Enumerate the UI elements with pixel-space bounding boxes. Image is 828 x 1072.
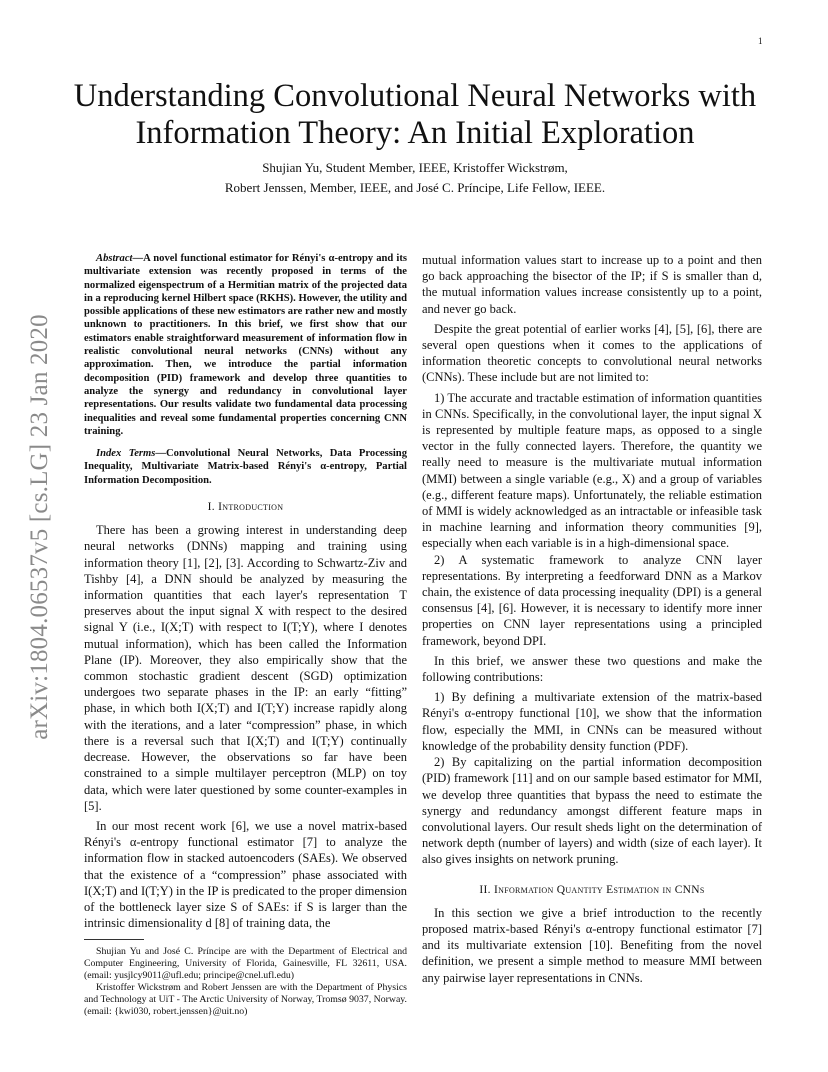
left-column	[84, 252, 407, 1018]
abstract-label: Abstract	[96, 253, 133, 264]
page-number: 1	[758, 36, 763, 46]
arxiv-stamp	[20, 292, 60, 762]
footnote-affiliation-2: Kristoffer Wickstrøm and Robert Jenssen are with the Department of Physics and Technology at UiT - The Arctic University of Norway, Tromsø 9037, Norway. (email: {kwi030, robert.jenssen}@uit.no)	[84, 982, 407, 1018]
paper-title	[60, 78, 770, 152]
authors-line-2: Robert Jenssen, Member, IEEE, and José C. Príncipe, Life Fellow, IEEE.	[224, 180, 606, 195]
index-terms	[84, 447, 407, 487]
abstract	[84, 252, 407, 438]
index-terms-text: —Convolutional Neural Networks, Data Processing Inequality, Multivariate Matrix-based Rényi's α-entropy, Partial Information Decomposition.	[84, 448, 407, 486]
section2-paragraph-1: In this section we give a brief introduction to the recently proposed matrix-based Rényi's α-entropy functional estimator [7] and its multivariate extension [10]. Benefiting from the novel definition, we present a simple method to measure MMI between any pairwise layer representations in CNNs.	[422, 905, 762, 985]
title-line-1: Understanding Convolutional Neural Networks with	[73, 78, 757, 114]
right-paragraph-1: mutual information values start to increase up to a point and then go back approaching the bisector of the IP; if S is smaller than d, the mutual information values increase consistently up to a point, and never go back.	[422, 253, 762, 316]
footnote-affiliation-1: Shujian Yu and José C. Príncipe are with the Department of Electrical and Computer Engineering, University of Florida, Gainesville, FL 32611, USA. (email: yusjlcy9011@ufl.edu; principe@cnel.ufl.edu)	[84, 946, 407, 982]
open-question-2: 2) A systematic framework to analyze CNN layer representations. By interpreting a feedforward DNN as a Markov chain, the existence of data processing inequality (DPI) is a general consensus [4], [6]. However, it is necessary to identify more inner properties on CNN layer representations using a principled framework, beyond DPI.	[422, 552, 762, 648]
author-list	[60, 158, 770, 198]
abstract-text: —A novel functional estimator for Rényi's α-entropy and its multivariate extension was recently proposed in terms of the normalized eigenspectrum of a Hermitian matrix of the projected data in a reproducing kernel Hilbert space (RKHS). However, the utility and possible applications of these new estimators are rather new and mostly unknown to practitioners. In this brief, we first show that our estimators enable straightforward measurement of information flow in realistic convolutional neural networks (CNNs) without any approximation. Then, we introduce the partial information decomposition (PID) framework and develop three quantities to analyze the synergy and redundancy in convolutional layer representations. Our results validate two fundamental data processing inequalities and reveal some fundamental properties concerning CNN training.	[84, 253, 407, 437]
authors-line-1: Shujian Yu, Student Member, IEEE, Kristoffer Wickstrøm,	[262, 160, 568, 175]
contribution-2: 2) By capitalizing on the partial information decomposition (PID) framework [11] and on our sample based estimator for MMI, we develop three quantities that bypass the need to estimate the synergy and redundancy amongst different feature maps in convolutional layers. Our result sheds light on the determination of network depth (number of layers) and width (size of each layer). It also gives insights on network pruning.	[422, 755, 762, 867]
intro-paragraph-2: In our most recent work [6], we use a novel matrix-based Rényi's α-entropy functional estimator [7] to analyze the information flow in stacked autoencoders (SAEs). We observed that the existence of a “compression” phase associated with I(X;T) and I(T;Y) in the IP is predicated to the proper dimension of the bottleneck layer size S of SAEs: if S is larger than the intrinsic dimensionality d [8] of training data, the	[84, 818, 407, 931]
intro-paragraph-1: There has been a growing interest in understanding deep neural networks (DNNs) mapping and training using information theory [1], [2], [3]. According to Schwartz-Ziv and Tishby [4], a DNN should be analyzed by measuring the information quantities that each layer's representation T preserves about the input signal X with respect to the desired signal Y (i.e., I(X;T) with respect to I(T;Y), where I denotes mutual information), which has been called the Information Plane (IP). Moreover, they also empirically show that the common stochastic gradient descent (SGD) optimization undergoes two separate phases in the IP: an early “fitting” phase, in which both I(X;T) and I(T;Y) increase rapidly along with the iterations, and a later “compression” phase, in which there is a reversal such that I(X;T) and I(T;Y) continually decrease. However, the observations so far have been constrained to a simple multilayer perceptron (MLP) on toy data, which were later questioned by some counter-examples in [5].	[84, 523, 407, 813]
right-paragraph-contributions: In this brief, we answer these two questions and make the following contributions:	[422, 653, 762, 685]
open-question-1: 1) The accurate and tractable estimation of information quantities in CNNs. Specifically, in the convolutional layer, the input signal X is represented by multiple feature maps, as opposed to a single vector in the fully connected layers. Therefore, the quantity we really need to measure is the multivariate mutual information (MMI) between a single variable (e.g., X) and a group of variables (e.g., different feature maps). Unfortunately, the reliable estimation of MMI is widely acknowledged as an intractable or infeasible task in machine learning and information theory communities [9], especially when each variable is in a high-dimensional space.	[422, 390, 762, 551]
index-terms-label: Index Terms	[96, 448, 156, 460]
title-line-2: Information Theory: An Initial Exploration	[135, 115, 695, 151]
arxiv-stamp-text: arXiv:1804.06537v5 [cs.LG] 23 Jan 2020	[26, 314, 53, 740]
section-heading-introduction: I. Introduction	[207, 501, 284, 514]
right-column	[422, 252, 762, 986]
right-paragraph-2: Despite the great potential of earlier works [4], [5], [6], there are several open questions when it comes to the applications of information theoretic concepts to convolutional neural networks (CNNs). These include but are not limited to:	[422, 321, 762, 385]
section-heading-information-quantity: II. Information Quantity Estimation in CNNs	[479, 883, 705, 896]
contribution-1: 1) By defining a multivariate extension of the matrix-based Rényi's α-entropy functional [10], we show that the information flow, especially the MMI, in CNNs can be measured without knowledge of the probability density function (PDF).	[422, 690, 762, 753]
footnote-divider	[84, 939, 144, 940]
